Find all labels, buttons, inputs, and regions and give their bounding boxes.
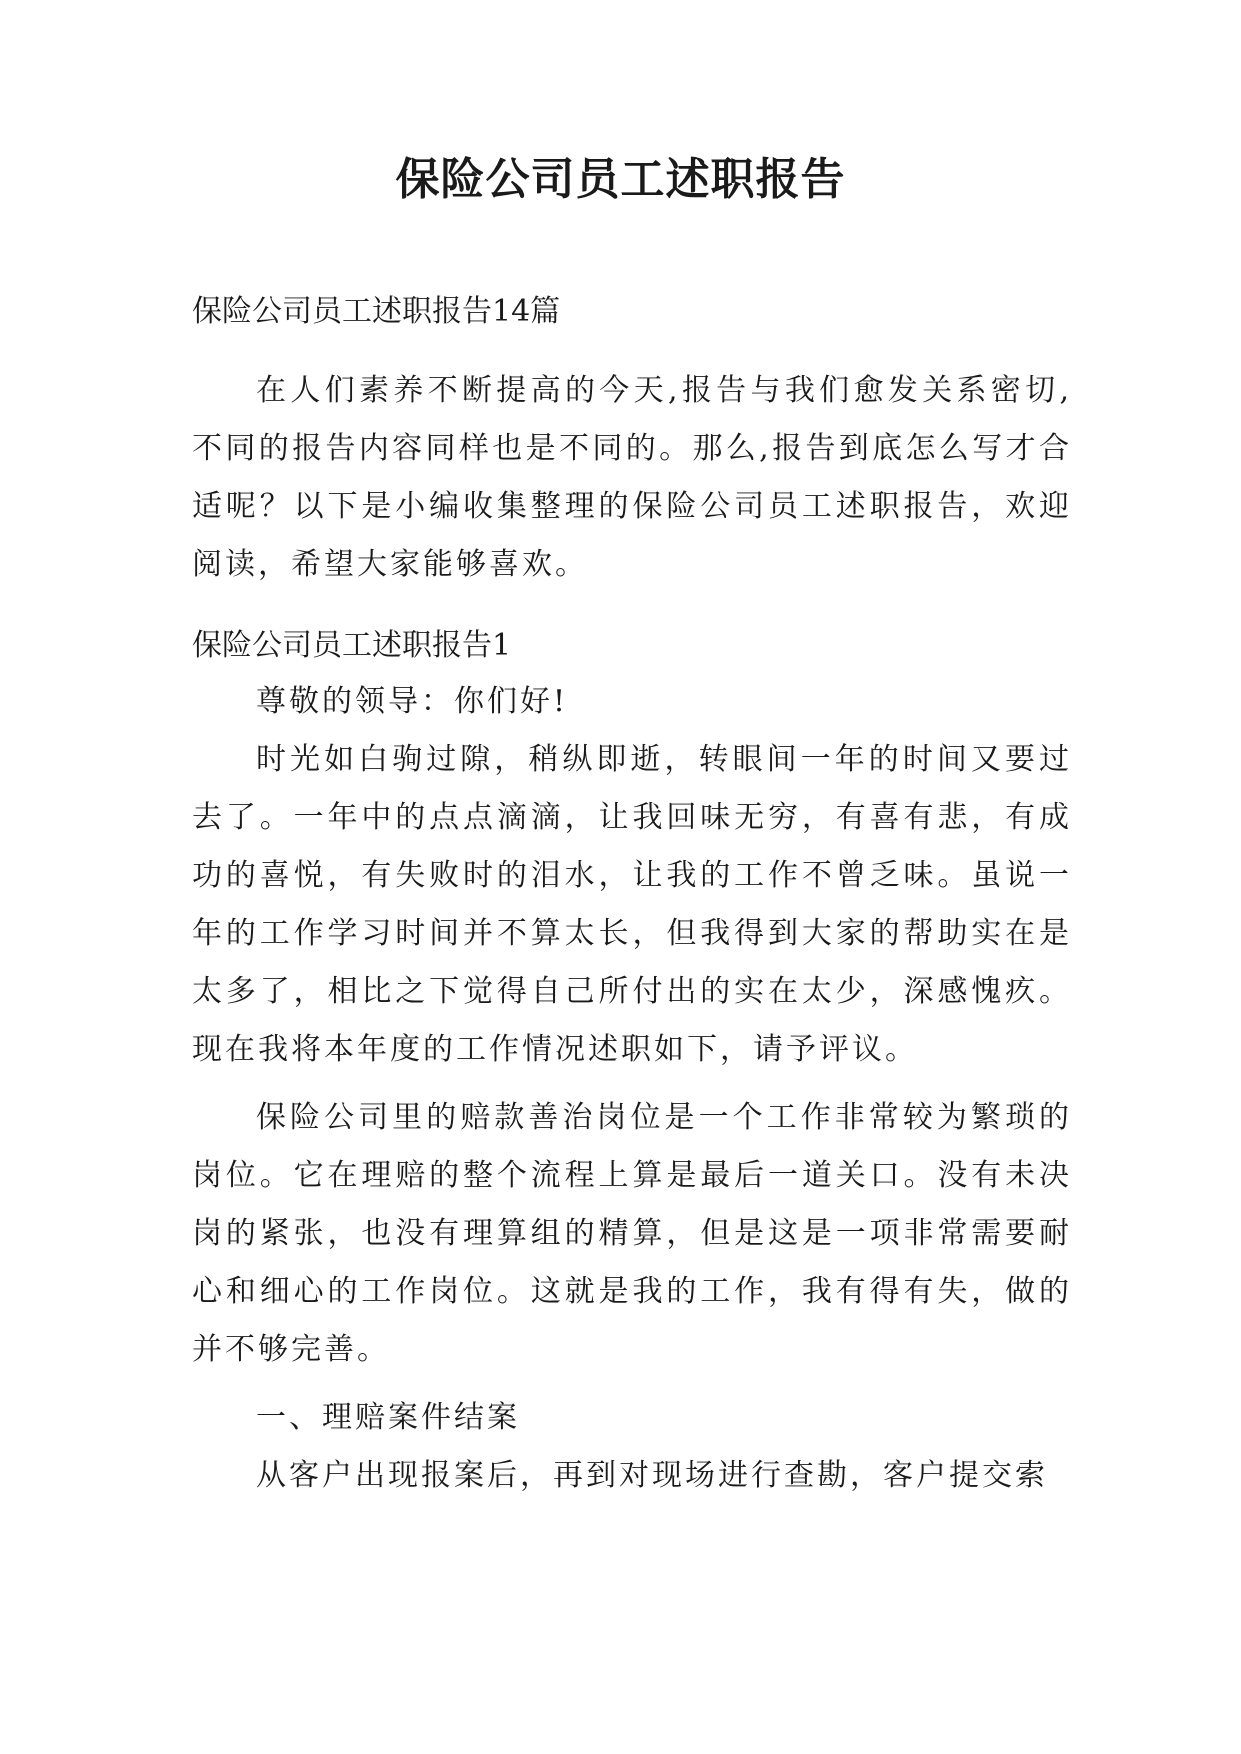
body-paragraph-1 <box>192 731 1072 1079</box>
subheading-1-text: 一、理赔案件结案 <box>256 1400 520 1435</box>
intro-paragraph <box>192 362 1072 594</box>
body-paragraph-2 <box>192 1089 1072 1379</box>
greeting-paragraph <box>192 673 1072 731</box>
subheading-1 <box>192 1389 1072 1447</box>
section-heading: 保险公司员工述职报告1 <box>192 628 512 663</box>
document-title: 保险公司员工述职报告 <box>395 154 846 205</box>
intro-text: 在人们素养不断提高的今天,报告与我们愈发关系密切,不同的报告内容同样也是不同的。那么,报告到底怎么写才合适呢？以下是小编收集整理的保险公司员工述职报告，欢迎阅读，希望大家能够喜欢。 <box>192 373 1072 582</box>
body-paragraph-2-text: 保险公司里的赔款善治岗位是一个工作非常较为繁琐的岗位。它在理赔的整个流程上算是最后一道关口。没有未决岗的紧张，也没有理算组的精算，但是这是一项非常需要耐心和细心的工作岗位。这就是我的工作，我有得有失，做的并不够完善。 <box>192 1100 1072 1367</box>
body-paragraph-1-text: 时光如白驹过隙，稍纵即逝，转眼间一年的时间又要过去了。一年中的点点滴滴，让我回味无穷，有喜有悲，有成功的喜悦，有失败时的泪水，让我的工作不曾乏味。虽说一年的工作学习时间并不算太长，但我得到大家的帮助实在是太多了，相比之下觉得自己所付出的实在太少，深感愧疚。现在我将本年度的工作情况述职如下，请予评议。 <box>192 742 1072 1067</box>
body-paragraph-3-text: 从客户出现报案后，再到对现场进行查勘，客户提交索 <box>256 1458 1048 1493</box>
document-subtitle: 保险公司员工述职报告14篇 <box>192 294 561 329</box>
body-paragraph-3 <box>192 1447 1072 1505</box>
greeting-text: 尊敬的领导：你们好! <box>256 684 569 719</box>
